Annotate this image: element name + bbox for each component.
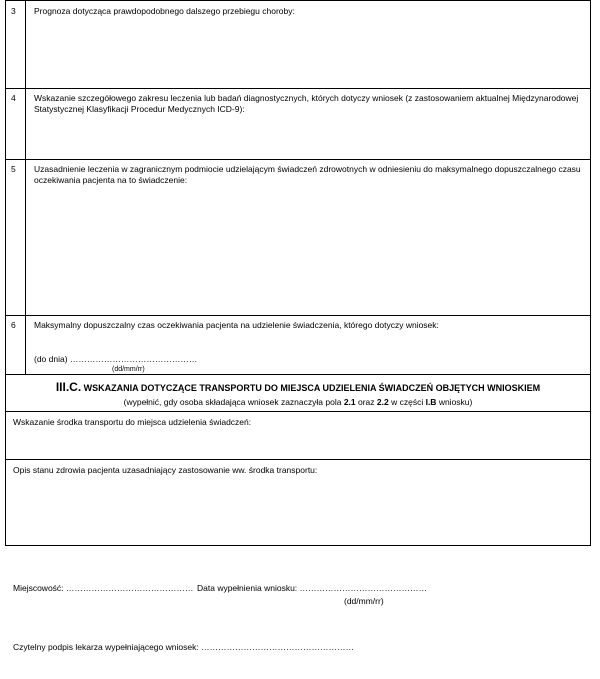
row-3-label: Prognoza dotycząca prawdopodobnego dalszego przebiegu choroby: — [34, 6, 295, 16]
subtitle-part-ref: I.B — [425, 397, 437, 407]
row-divider — [6, 315, 590, 316]
section-subtitle — [13, 397, 583, 408]
row-divider — [6, 88, 590, 89]
row-3-number: 3 — [11, 6, 16, 16]
subtitle-part: wniosku) — [436, 397, 473, 407]
section-prefix: III.C. — [55, 380, 82, 394]
row-3-divider — [25, 1, 26, 88]
subtitle-field-ref: 2.1 — [343, 397, 356, 407]
row-divider — [6, 159, 590, 160]
row-6-date-hint: (dd/mm/rr) — [112, 366, 145, 373]
row-5-number: 5 — [11, 164, 16, 174]
section-title — [13, 382, 583, 394]
row-6-number: 6 — [11, 320, 16, 330]
transport-justification-label: Opis stanu zdrowia pacjenta uzasadniający zastosowanie ww. środka transportu: — [13, 465, 318, 475]
subtitle-field-ref: 2.2 — [376, 397, 389, 407]
row-5-divider — [25, 160, 26, 315]
row-divider — [6, 459, 590, 460]
row-6-label: Maksymalny dopuszczalny czas oczekiwania pacjenta na udzielenie świadczenia, którego dotyczy wniosek: — [34, 320, 439, 330]
place-field: Miejscowość: ……………………………………… — [13, 583, 194, 593]
row-6-date-field: (do dnia) ……………………………………… — [34, 354, 198, 364]
row-4-number: 4 — [11, 93, 16, 103]
row-divider — [6, 374, 590, 375]
section-title-text: WSKAZANIA DOTYCZĄCE TRANSPORTU DO MIEJSCA UDZIELENIA ŚWIADCZEŃ OBJĘTYCH WNIOSKIEM — [83, 383, 541, 393]
subtitle-part: oraz — [355, 397, 377, 407]
doctor-signature-field: Czytelny podpis lekarza wypełniającego wniosek: ……………………………………………… — [13, 642, 355, 652]
fill-date-field: Data wypełnienia wniosku: ……………………………………… — [197, 583, 428, 593]
subtitle-part: w części — [388, 397, 426, 407]
row-4-label: Wskazanie szczegółowego zakresu leczenia lub badań diagnostycznych, których dotyczy wniosek (z zastosowaniem aktualnej Międzynarodowej Statystycznej Klasyfikacji Procedur Medycznych ICD-9): — [34, 93, 579, 114]
medical-form-table — [5, 0, 591, 546]
transport-means-label: Wskazanie środka transportu do miejsca udzielenia świadczeń: — [13, 417, 252, 427]
subtitle-part: (wypełnić, gdy osoba składająca wniosek zaznaczyła pola — [123, 397, 344, 407]
row-5-label: Uzasadnienie leczenia w zagranicznym podmiocie udzielającym świadczeń zdrowotnych w odniesieniu do maksymalnego dopuszczalnego czasu oczekiwania pacjenta na to świadczenie: — [34, 164, 581, 185]
section-divider — [6, 411, 590, 412]
fill-date-hint: (dd/mm/rr) — [344, 596, 384, 606]
row-6-divider — [25, 316, 26, 374]
row-4-divider — [25, 89, 26, 159]
